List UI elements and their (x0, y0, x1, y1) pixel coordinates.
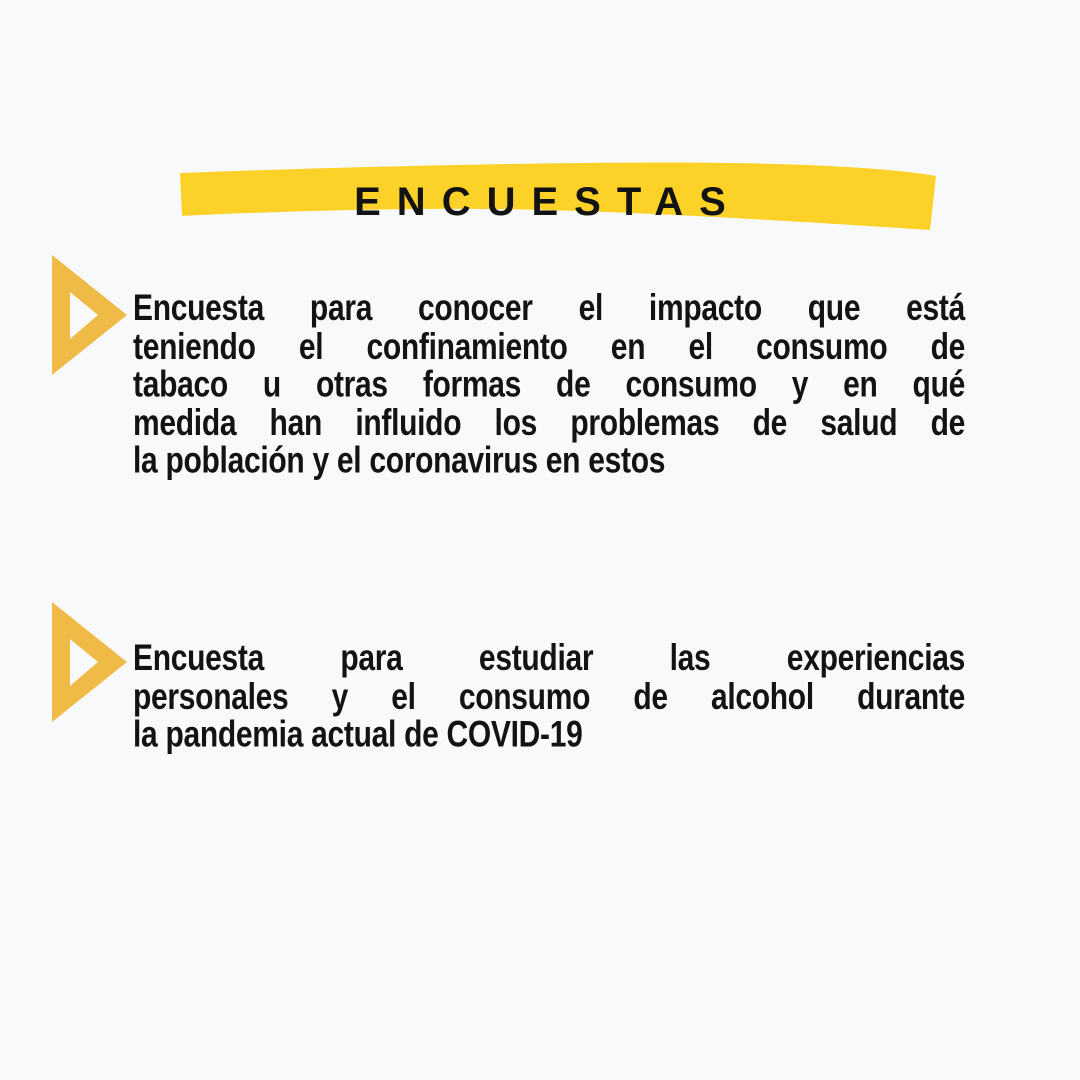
bullet-text-line: Encuesta para conocer el impacto que está (133, 287, 965, 329)
bullet-text-line: la población y el coronavirus en estos (133, 440, 666, 482)
bullet-text-line: Encuesta para estudiar las experiencias (133, 637, 965, 679)
bullet-text-block-1 (133, 287, 965, 482)
bullet-text-line: la pandemia actual de COVID-19 (133, 713, 583, 755)
bullet-text-line: teniendo el confinamiento en el consumo de (133, 325, 965, 367)
bullet-text-line: personales y el consumo de alcohol durante (133, 675, 965, 717)
triangle-shape (52, 602, 127, 722)
bullet-text-block-2 (133, 637, 965, 755)
triangle-bullet-icon (52, 602, 127, 722)
bullet-text-line: medida han influido los problemas de salud de (133, 401, 965, 444)
page-title: ENCUESTAS (354, 179, 742, 224)
triangle-shape (52, 255, 127, 375)
bullet-text-line: tabaco u otras formas de consumo y en qué (133, 363, 965, 405)
triangle-bullet-icon (52, 255, 127, 375)
